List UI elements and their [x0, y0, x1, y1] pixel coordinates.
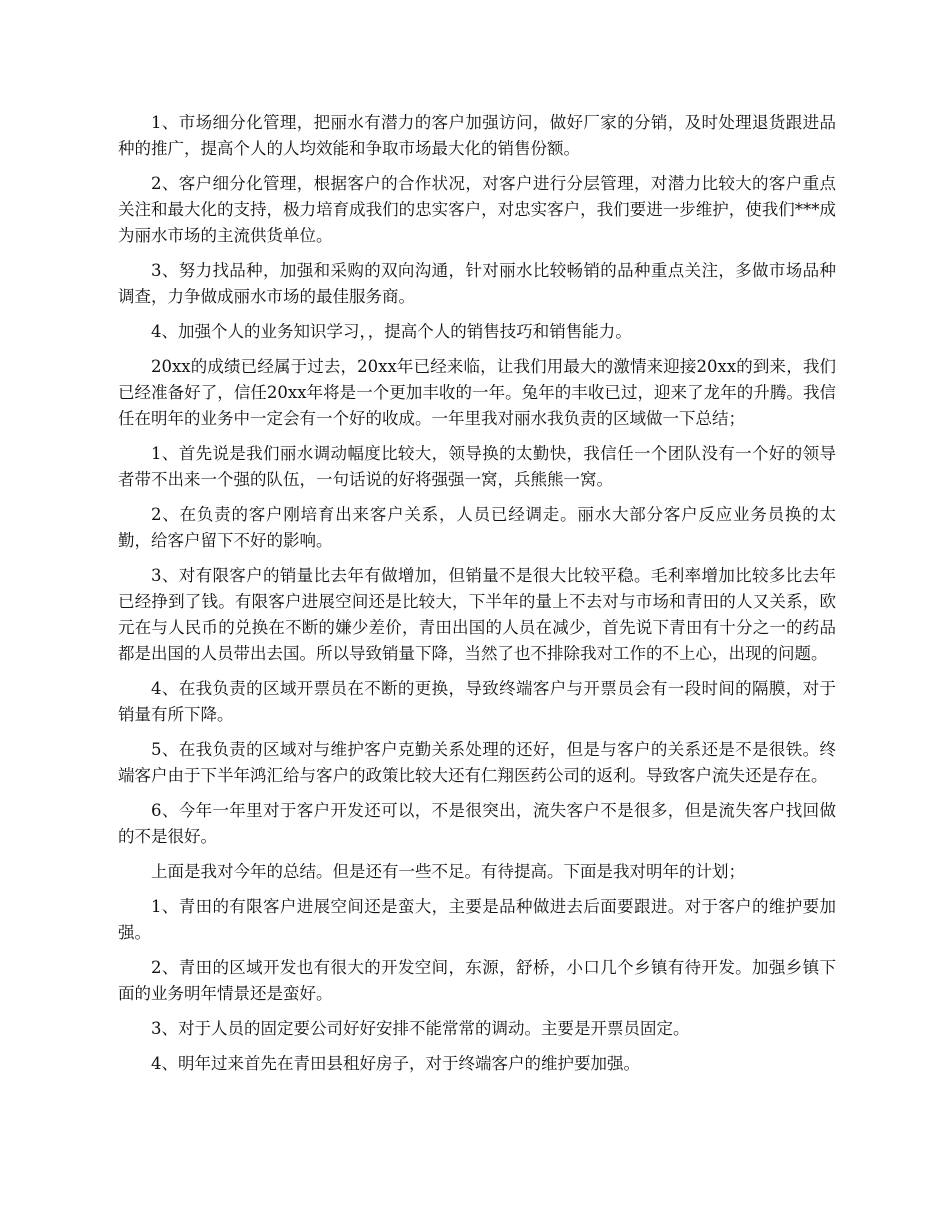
- document-body: [118, 110, 836, 1086]
- paragraph: 2、在负责的客户刚培育出来客户关系，人员已经调走。丽水大部分客户反应业务员换的太勤，给客户留下不好的影响。: [118, 505, 836, 550]
- paragraph: 4、加强个人的业务知识学习，，提高个人的销售技巧和销售能力。: [151, 322, 632, 341]
- paragraph: 4、明年过来首先在青田县租好房子，对于终端客户的维护要加强。: [151, 1054, 640, 1073]
- paragraph: 上面是我对今年的总结。但是还有一些不足。有待提高。下面是我对明年的计划；: [151, 862, 745, 881]
- paragraph: 6、今年一年里对于客户开发还可以，不是很突出，流失客户不是很多，但是流失客户找回做的不是很好。: [118, 801, 836, 846]
- paragraph: 1、市场细分化管理，把丽水有潜力的客户加强访问，做好厂家的分销，及时处理退货跟进品种的推广，提高个人的人均效能和争取市场最大化的销售份额。: [118, 113, 836, 158]
- paragraph: 3、对有限客户的销量比去年有做增加，但销量不是很大比较平稳。毛利率增加比较多比去年已经挣到了钱。有限客户进展空间还是比较大，下半年的量上不去对与市场和青田的人又关系，欧元在与人民币的兑换在不断的嫌少差价，青田出国的人员在减少，首先说下青田有十分之一的药品都是出国的人员带出去国。所以导致销量下降，当然了也不排除我对工作的不上心，出现的问题。: [118, 566, 836, 663]
- paragraph: 4、在我负责的区域开票员在不断的更换，导致终端客户与开票员会有一段时间的隔膜，对于销量有所下降。: [118, 679, 836, 724]
- paragraph: 2、客户细分化管理，根据客户的合作状况，对客户进行分层管理，对潜力比较大的客户重点关注和最大化的支持，极力培育成我们的忠实客户，对忠实客户，我们要进一步维护，使我们***成为丽水市场的主流供货单位。: [118, 174, 836, 245]
- paragraph: 1、青田的有限客户进展空间还是蛮大，主要是品种做进去后面要跟进。对于客户的维护要加强。: [118, 897, 836, 942]
- paragraph: 20xx的成绩已经属于过去，20xx年已经来临，让我们用最大的激情来迎接20xx的到来，我们已经准备好了，信任20xx年将是一个更加丰收的一年。兔年的丰收已过，迎来了龙年的升腾。我信任在明年的业务中一定会有一个好的收成。一年里我对丽水我负责的区域做一下总结；: [118, 357, 836, 428]
- paragraph: 3、对于人员的固定要公司好好安排不能常常的调动。主要是开票员固定。: [151, 1019, 690, 1038]
- paragraph: 3、努力找品种，加强和采购的双向沟通，针对丽水比较畅销的品种重点关注，多做市场品种调查，力争做成丽水市场的最佳服务商。: [118, 261, 836, 306]
- paragraph: 5、在我负责的区域对与维护客户克勤关系处理的还好，但是与客户的关系还是不是很铁。终端客户由于下半年鸿汇给与客户的政策比较大还有仁翔医药公司的返利。导致客户流失还是存在。: [118, 740, 836, 785]
- paragraph: 2、青田的区域开发也有很大的开发空间，东源，舒桥，小口几个乡镇有待开发。加强乡镇下面的业务明年情景还是蛮好。: [118, 958, 836, 1003]
- paragraph: 1、首先说是我们丽水调动幅度比较大，领导换的太勤快，我信任一个团队没有一个好的领导者带不出来一个强的队伍，一句话说的好将强强一窝，兵熊熊一窝。: [118, 444, 836, 489]
